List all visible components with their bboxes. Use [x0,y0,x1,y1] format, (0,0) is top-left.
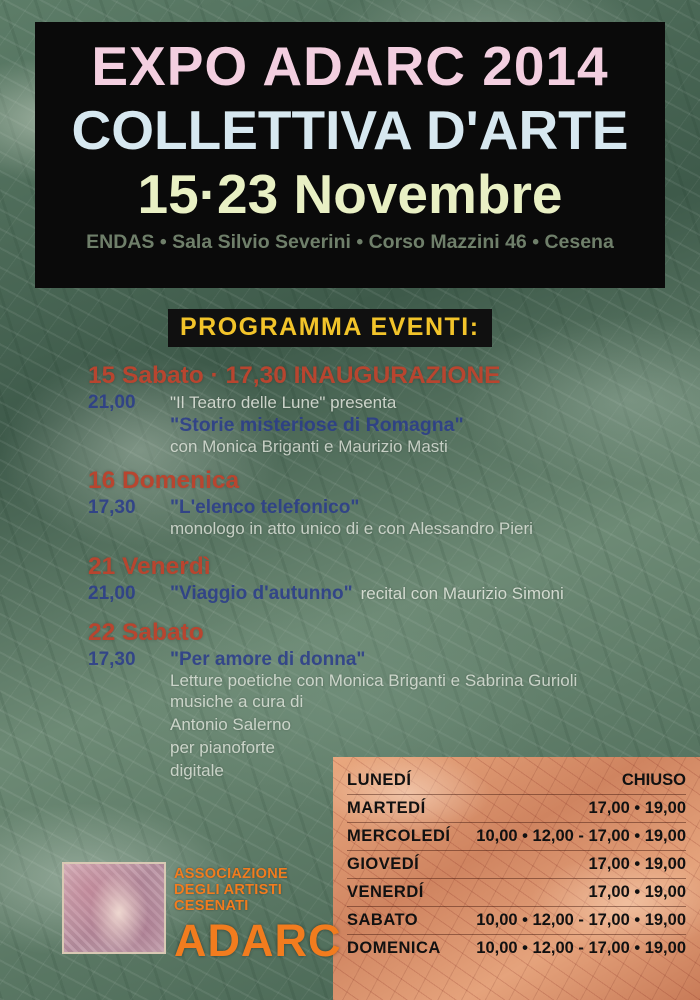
event-row [88,392,668,414]
event-title-quote: "L'elenco telefonico" [170,497,360,518]
adarc-logo-text: ADARC [174,915,342,966]
association-name-line3: CESENATI [174,898,249,915]
event-credits: con Monica Briganti e Maurizio Masti [170,437,448,456]
event-credits: Letture poetiche con Monica Briganti e Sabrina Gurioli [170,671,578,690]
event-description: "Il Teatro delle Lune" presenta [170,393,397,412]
logo-area [62,862,342,992]
hours-day: VENERDÍ [347,883,424,901]
event-item [88,553,668,605]
event-item [88,362,668,457]
hours-value: 17,00 • 19,00 [588,883,686,901]
table-row [347,767,686,795]
hours-day: SABATO [347,911,419,929]
event-time: 17,30 [88,649,136,670]
event-row [88,649,668,671]
event-credits: monologo in atto unico di e con Alessandro Pieri [170,519,533,538]
association-name [174,866,288,915]
association-name-line2: DEGLI ARTISTI [174,882,283,899]
poster-title-line3: 15·23 Novembre [137,162,563,225]
table-row [347,851,686,879]
hours-day: GIOVEDÍ [347,855,420,873]
programma-heading: PROGRAMMA EVENTI: [168,309,492,347]
table-row [347,935,686,962]
hours-value: 10,00 • 12,00 - 17,00 • 19,00 [476,911,686,929]
event-title-quote: "Viaggio d'autunno" [170,583,353,604]
event-heading: 16 Domenica [88,467,240,494]
event-time: 17,30 [88,497,136,518]
hours-value: 17,00 • 19,00 [588,855,686,873]
event-music-credits: musiche a cura di Antonio Salerno per pianoforte digitale [170,692,304,780]
hours-day: MERCOLEDÍ [347,827,451,845]
hours-day: MARTEDÍ [347,799,426,817]
table-row [347,795,686,823]
event-heading: 15 Sabato · 17,30 INAUGURAZIONE [88,362,501,389]
event-title-quote: "Storie misteriose di Romagna" [170,414,464,436]
artwork-thumbnail [62,862,166,954]
hours-value: 10,00 • 12,00 - 17,00 • 19,00 [476,939,686,957]
poster-title-line1: EXPO ADARC 2014 [91,35,609,97]
association-name-line1: ASSOCIAZIONE [174,866,288,882]
event-row [88,497,668,519]
table-row [347,879,686,907]
header-band [35,22,665,288]
hours-day: LUNEDÍ [347,771,412,789]
hours-day: DOMENICA [347,939,441,957]
opening-hours-table [333,757,700,1000]
table-row [347,823,686,851]
events-list [88,362,668,797]
hours-value: CHIUSO [621,771,686,789]
poster-title-line2: COLLETTIVA D'ARTE [71,98,629,161]
event-time: 21,00 [88,392,136,413]
hours-value: 10,00 • 12,00 - 17,00 • 19,00 [476,827,686,845]
event-title-quote: "Per amore di donna" [170,649,366,670]
venue-line: ENDAS • Sala Silvio Severini • Corso Mazzini 46 • Cesena [86,231,614,254]
event-description: recital con Maurizio Simoni [360,584,564,603]
hours-value: 17,00 • 19,00 [588,799,686,817]
event-row [88,583,668,605]
table-row [347,907,686,935]
event-heading: 21 Venerdì [88,553,211,580]
event-heading: 22 Sabato [88,619,204,646]
event-time: 21,00 [88,583,136,604]
event-item [88,467,668,539]
